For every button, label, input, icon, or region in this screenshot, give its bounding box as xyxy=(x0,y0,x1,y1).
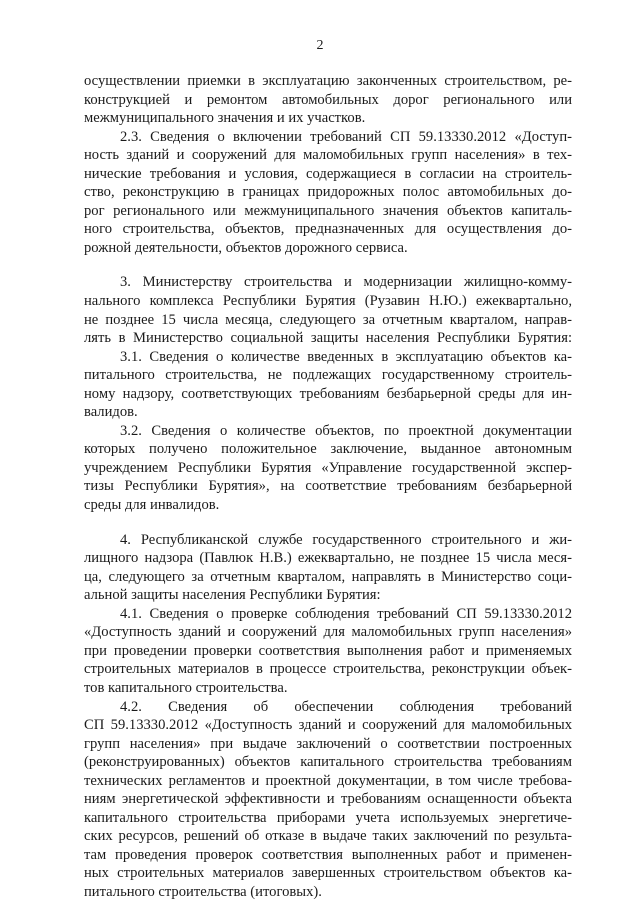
text-line: альной защиты населения Республики Бурятия: xyxy=(84,587,381,604)
text-line: «Доступность зданий и сооружений для маломобильных групп населения» xyxy=(84,624,572,641)
text-line: ство, реконструкцию в границах придорожных полос автомобильных до- xyxy=(84,184,572,201)
text-line: учреждением Республики Бурятия «Управление государственной экспер- xyxy=(84,459,572,476)
text-line: рог регионального или межмуниципального значения объектов капиталь- xyxy=(84,202,572,219)
text-line: ность зданий и сооружений для маломобильных групп населения» в тех- xyxy=(84,147,572,164)
text-line: нального комплекса Республики Бурятия (Рузавин Н.Ю.) ежеквартально, xyxy=(84,293,572,310)
text-line: межмуниципального значения и их участков. xyxy=(84,110,366,127)
paragraph-gap xyxy=(84,515,572,531)
text-line: ских ресурсов, решений об отказе в выдаче таких заключений по результа- xyxy=(84,828,572,845)
text-line: 3. Министерству строительства и модернизации жилищно-комму- xyxy=(120,274,572,291)
text-line: групп населения» при выдаче заключений о соответствии построенных xyxy=(84,735,572,752)
text-line: лищного надзора (Павлюк Н.В.) ежеквартально, не позднее 15 числа меся- xyxy=(84,550,572,567)
text-line: не позднее 15 числа месяца, следующего за отчетным кварталом, направ- xyxy=(84,311,572,328)
text-line: ниям энергетической эффективности и требованиям оснащенности объекта xyxy=(84,791,572,808)
document-body xyxy=(84,72,572,902)
text-line: которых получено положительное заключение, выданное автономным xyxy=(84,441,572,458)
text-line: 4.1. Сведения о проверке соблюдения требований СП 59.13330.2012 xyxy=(120,605,572,622)
text-line: тов капитального строительства. xyxy=(84,679,288,696)
text-line: там проведения проверок соответствия выполненных работ и применен- xyxy=(84,846,572,863)
text-line: 3.1. Сведения о количестве введенных в эксплуатацию объектов ка- xyxy=(120,348,572,365)
text-line: 4. Республиканской службе государственного строительного и жи- xyxy=(120,531,572,548)
text-line: технических регламентов и проектной документации, в том числе требова- xyxy=(84,772,572,789)
text-line: 4.2. Сведения об обеспечении соблюдения требований xyxy=(120,698,572,715)
text-line: ного строительства, объектов, предназначенных для осуществления до- xyxy=(84,221,572,238)
text-line: строительных материалов в процессе строительства, реконструкции объек- xyxy=(84,661,572,678)
text-line: лять в Министерство социальной защиты населения Республики Бурятия: xyxy=(84,330,572,347)
text-line: СП 59.13330.2012 «Доступность зданий и сооружений для маломобильных xyxy=(84,717,572,734)
text-line: ных строительных материалов завершенных строительством объектов ка- xyxy=(84,865,572,882)
text-line: капитального строительства приборами учета используемых энергетиче- xyxy=(84,809,572,826)
text-line: осуществлении приемки в эксплуатацию законченных строительством, ре- xyxy=(84,73,572,89)
text-line: ному надзору, соответствующих требованиям безбарьерной среды для ин- xyxy=(84,385,572,402)
paragraph-gap xyxy=(84,257,572,273)
text-line: (реконструированных) объектов капитального строительства требованиям xyxy=(84,754,572,771)
text-line: валидов. xyxy=(84,404,138,421)
text-line: при проведении проверки соответствия выполнения работ и применяемых xyxy=(84,642,572,659)
text-line: питального строительства (итоговых). xyxy=(84,883,322,900)
text-line: рожной деятельности, объектов дорожного сервиса. xyxy=(84,239,408,256)
text-section xyxy=(84,72,572,257)
text-line: 3.2. Сведения о количестве объектов, по проектной документации xyxy=(120,422,572,439)
text-line: конструкцией и ремонтом автомобильных дорог регионального или xyxy=(84,91,572,108)
text-line: среды для инвалидов. xyxy=(84,497,220,514)
text-line: нические требования и условия, содержащиеся в согласии на строитель- xyxy=(84,165,572,182)
text-section xyxy=(84,531,572,902)
text-line: ца, следующего за отчетным кварталом, направлять в Министерство соци- xyxy=(84,568,572,585)
page-number: 2 xyxy=(316,38,324,53)
text-line: тизы Республики Бурятия», на соответствие требованиям безбарьерной xyxy=(84,478,572,495)
text-line: 2.3. Сведения о включении требований СП 59.13330.2012 «Доступ- xyxy=(120,128,572,145)
text-line: питального строительства, не подлежащих государственному строитель- xyxy=(84,367,572,384)
text-section xyxy=(84,273,572,514)
